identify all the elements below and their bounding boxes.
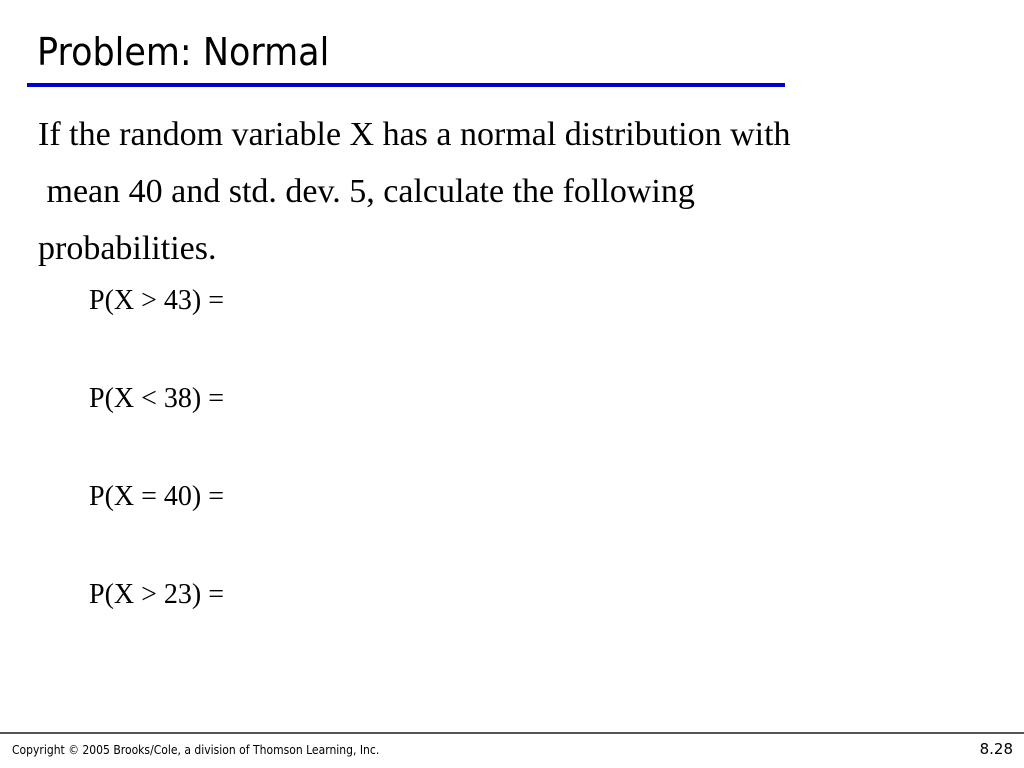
slide-title: Problem: Normal	[37, 30, 330, 74]
footer-divider	[0, 732, 1024, 734]
footer-copyright: Copyright © 2005 Brooks/Cole, a division of Thomson Learning, Inc.	[12, 743, 380, 757]
probability-question: P(X > 43) =	[89, 285, 225, 316]
problem-statement	[38, 106, 998, 277]
probability-question: P(X < 38) =	[89, 383, 225, 414]
problem-statement-line: mean 40 and std. dev. 5, calculate the following	[38, 173, 695, 210]
probability-question: P(X = 40) =	[89, 481, 225, 512]
title-underline	[27, 83, 785, 87]
probability-question: P(X > 23) =	[89, 579, 225, 610]
problem-statement-line: If the random variable X has a normal distribution with	[38, 116, 791, 153]
slide-number: 8.28	[979, 740, 1013, 758]
probability-questions	[89, 280, 224, 672]
problem-statement-line: probabilities.	[38, 230, 217, 267]
